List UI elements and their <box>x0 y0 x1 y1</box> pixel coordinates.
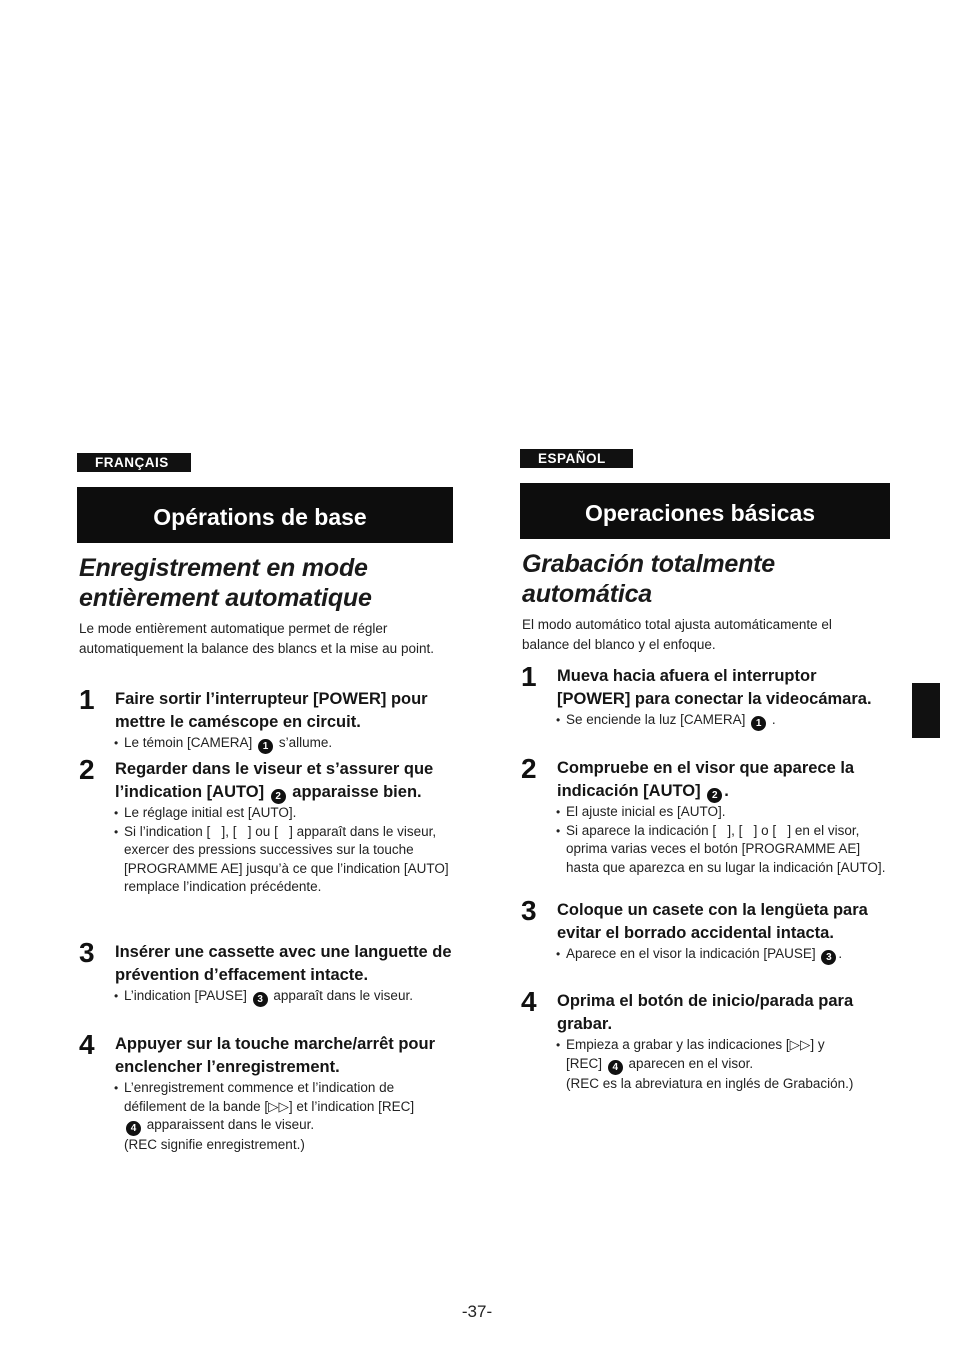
note-text: s’allume. <box>278 735 333 750</box>
step-1-french <box>79 684 459 754</box>
step-2-french <box>79 754 459 897</box>
note-text: [REC] <box>566 1055 603 1071</box>
step-notes <box>557 711 886 731</box>
note-item: • El ajuste inicial es [AUTO]. <box>557 803 886 822</box>
callout-marker: 3 <box>821 950 836 965</box>
banner-title: Operaciones básicas <box>584 500 816 526</box>
step-notes <box>557 945 886 965</box>
callout-marker: 1 <box>258 739 273 754</box>
note-item: • Si aparece la indicación [ ], [ ] o [ ] en el visor, oprima varias veces el botón [PROGRAMME AE] hasta que aparezca en su lugar la indicación [AUTO]. <box>557 822 886 878</box>
step-heading: Insérer une cassette avec une languette de prévention d’effacement intacte. <box>115 943 452 984</box>
note-text: L’indication [PAUSE] <box>124 988 247 1003</box>
page-number: -37- <box>461 1302 493 1321</box>
note-item <box>115 987 459 1007</box>
step-number: 1 <box>79 684 95 715</box>
step-4-french <box>79 1029 459 1155</box>
note-text: apparaissent dans le viseur. <box>146 1117 315 1132</box>
note-continuation <box>557 1055 886 1075</box>
note-text: . <box>838 946 843 961</box>
step-number: 1 <box>521 661 537 692</box>
banner-title: Opérations de base <box>153 504 367 530</box>
heading-text: Regarder dans le viseur et s’assurer que l’indication [AUTO] <box>115 760 434 801</box>
callout-marker: 2 <box>707 788 722 803</box>
step-heading: Faire sortir l’interrupteur [POWER] pour mettre le caméscope en circuit. <box>115 690 428 731</box>
note-item <box>115 734 459 754</box>
note-item: • L’enregistrement commence et l’indication de défilement de la bande [▷▷] et l’indication [REC] <box>115 1079 459 1116</box>
step-heading <box>557 757 886 803</box>
step-heading <box>115 758 459 804</box>
page-title-spanish <box>522 549 775 609</box>
note-text: . <box>771 712 776 727</box>
step-notes <box>557 1036 886 1093</box>
note-item: • Le réglage initial est [AUTO]. <box>115 804 459 823</box>
page-title-french <box>79 553 372 613</box>
title-line-1: Enregistrement en mode <box>79 554 368 582</box>
step-number: 3 <box>79 937 95 968</box>
callout-marker: 3 <box>253 992 268 1007</box>
step-4-spanish <box>521 986 886 1093</box>
step-notes <box>115 987 459 1007</box>
callout-marker: 2 <box>271 789 286 804</box>
title-line-1: Grabación totalmente <box>522 550 775 578</box>
note-text: apparaît dans le viseur. <box>273 988 413 1003</box>
note-text: Aparece en el visor la indicación [PAUSE] <box>566 946 816 961</box>
step-3-spanish <box>521 895 886 965</box>
intro-text-french: Le mode entièrement automatique permet de régler automatiquement la balance des blancs et la mise au point. <box>79 621 434 656</box>
language-label: ESPAÑOL <box>538 451 606 466</box>
step-notes <box>557 803 886 877</box>
step-number: 3 <box>521 895 537 926</box>
step-heading: Appuyer sur la touche marche/arrêt pour enclencher l’enregistrement. <box>115 1035 436 1076</box>
note-text: aparecen en el visor. <box>628 1055 754 1071</box>
callout-marker: 4 <box>126 1121 141 1136</box>
step-3-french <box>79 937 459 1007</box>
language-label: FRANÇAIS <box>95 455 169 470</box>
step-notes <box>115 804 459 897</box>
note-item <box>557 711 886 731</box>
note-continuation <box>115 1116 459 1136</box>
section-banner-french <box>77 487 453 543</box>
step-number: 2 <box>79 754 95 785</box>
note-text: Le témoin [CAMERA] <box>124 735 253 750</box>
title-line-2: automática <box>522 580 652 608</box>
callout-marker: 1 <box>751 716 766 731</box>
note-continuation: (REC es la abreviatura en inglés de Grabación.) <box>566 1075 854 1091</box>
section-banner-spanish <box>520 483 890 539</box>
step-notes <box>115 1079 459 1155</box>
step-heading: Oprima el botón de inicio/parada para grabar. <box>557 992 854 1033</box>
heading-text: apparaisse bien. <box>292 783 422 801</box>
step-2-spanish <box>521 753 886 877</box>
note-continuation: (REC signifie enregistrement.) <box>124 1137 305 1152</box>
note-item: • Si l’indication [ ], [ ] ou [ ] apparaît dans le viseur, exercer des pressions successives sur la touche [PROGRAMME AE] jusqu’à ce que l’indication [AUTO] remplace l’indication précédente. <box>115 823 459 897</box>
step-number: 2 <box>521 753 537 784</box>
intro-text-spanish: El modo automático total ajusta automáticamente el balance del blanco y el enfoque. <box>522 617 832 652</box>
step-number: 4 <box>79 1029 95 1060</box>
step-heading: Mueva hacia afuera el interruptor [POWER] para conectar la videocámara. <box>557 667 872 708</box>
note-item: • Empieza a grabar y las indicaciones [▷▷] y <box>557 1036 886 1055</box>
title-line-2: entièrement automatique <box>79 584 372 612</box>
heading-text: . <box>724 782 729 800</box>
step-number: 4 <box>521 986 537 1017</box>
step-heading: Coloque un casete con la lengüeta para evitar el borrado accidental intacta. <box>557 901 868 942</box>
step-1-spanish <box>521 661 886 731</box>
step-notes <box>115 734 459 754</box>
language-tab-spanish <box>520 449 633 468</box>
note-text: Se enciende la luz [CAMERA] <box>566 712 746 727</box>
callout-marker: 4 <box>608 1060 623 1075</box>
note-item <box>557 945 886 965</box>
language-tab-french <box>77 453 191 472</box>
heading-text: Compruebe en el visor que aparece la indicación [AUTO] <box>557 759 855 800</box>
section-thumb-tab <box>912 683 940 738</box>
